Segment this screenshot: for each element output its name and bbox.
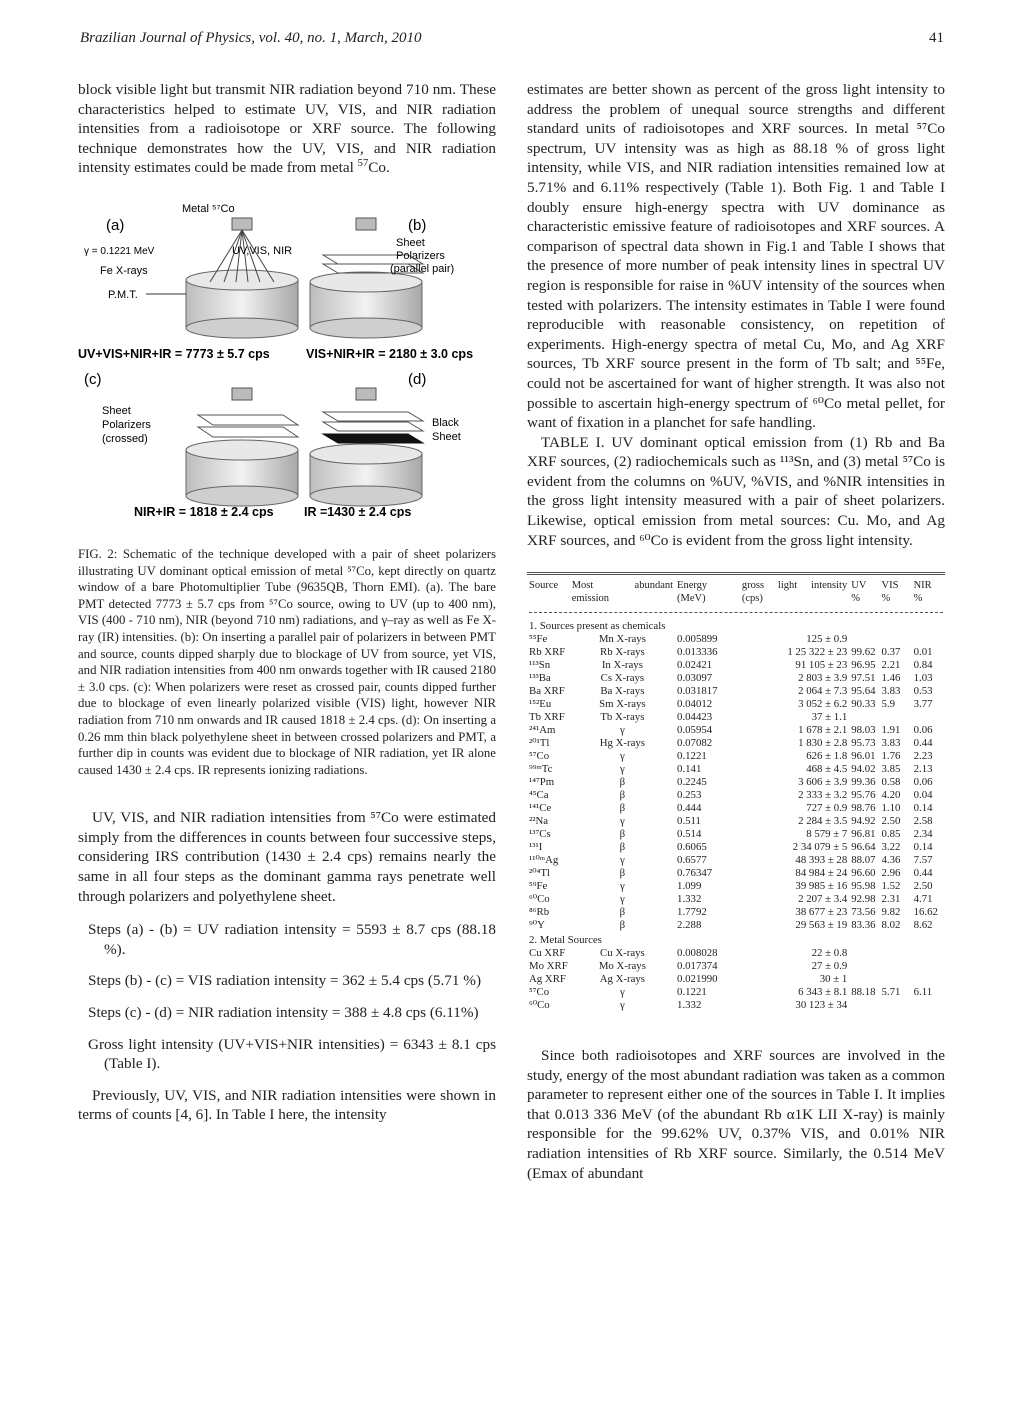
cell-gross: 2 207 ± 3.4 — [798, 892, 848, 905]
cell-energy: 0.444 — [677, 801, 702, 814]
cell-vis: 2.21 — [881, 658, 901, 671]
table-row — [527, 828, 945, 841]
cell-emission: γ — [619, 985, 625, 998]
cell-gross: 48 393 ± 28 — [795, 853, 848, 866]
cell-source: ⁶⁰Co — [529, 998, 550, 1011]
cell-energy: 2.288 — [677, 918, 702, 931]
label-sheet-c3: (crossed) — [102, 432, 148, 445]
cell-source: ⁸⁶Rb — [529, 905, 550, 918]
cell-gross: 468 ± 4.5 — [806, 762, 848, 775]
cell-uv: 83.36 — [851, 918, 876, 931]
cell-emission: β — [619, 788, 626, 801]
cell-energy: 0.514 — [677, 827, 702, 840]
cell-vis: 0.58 — [881, 775, 901, 788]
header-emission: Most abundant emission — [571, 580, 674, 605]
cell-gross: 8 579 ± 7 — [806, 827, 848, 840]
cell-source: ¹⁴¹Ce — [529, 801, 552, 814]
cell-energy: 0.031817 — [677, 684, 718, 697]
table-row — [527, 685, 945, 698]
cell-nir: 0.14 — [913, 840, 933, 853]
table-row — [527, 698, 945, 711]
cell-uv: 96.64 — [851, 840, 876, 853]
cell-source: Ba XRF — [529, 684, 565, 697]
table-row — [527, 659, 945, 672]
cell-source: ¹⁵²Eu — [529, 697, 552, 710]
label-black-2: Sheet — [432, 430, 461, 443]
journal-header: Brazilian Journal of Physics, vol. 40, no. 1, March, 2010 — [80, 30, 422, 46]
paragraph-estimates: estimates are better shown as percent of the gross light intensity to address the problem of unequal source strengths and different standard units of radioisotopes and XRF sources. In metal ⁵⁷Co spectrum, UV intensity was as high as 88.18 % of gross light intensity, while VIS, and NIR radiation intensities remained low at 5.71% and 6.11% respectively (Table 1). Both Fig. 1 and Table I doubly ensure high-energy spectra with UV dominance as characteristic emissive feature of radioisotopes and XRF sources. A comparison of spectral data shown in Fig.1 and Table I shows that the presence of more number of peak intensity lines in spectral UV region is responsible for raise in %UV intensity of the sources when tested with polarizers. The intensity estimates in Table I were found reproducible with reasonable consistency, on repetition of experiments. High-energy spectra of metal Cu, Mo, and Ag XRF sources, Tb XRF source present in the form of Tb salt; and ⁵⁵Fe, could not be ascertained for want of higher strength. It was also not possible to ascertain high-energy spectrum of ⁶⁰Co metal pellet, for want of fixation in a planchet for safe handling. — [527, 81, 945, 432]
panel-a — [84, 203, 298, 338]
cell-emission: γ — [619, 814, 625, 827]
cell-energy: 0.511 — [677, 814, 701, 827]
cell-vis — [880, 947, 912, 960]
cell-energy: 0.1221 — [677, 749, 707, 762]
cell-gross: 3 606 ± 3.9 — [798, 775, 848, 788]
label-pmt: P.M.T. — [108, 288, 138, 301]
cell-source: ⁵⁹Fe — [529, 879, 548, 892]
cell-energy: 0.05954 — [677, 723, 713, 736]
cell-nir — [912, 999, 945, 1012]
label-b: (b) — [408, 216, 427, 234]
cell-uv: 94.92 — [851, 814, 876, 827]
table-row — [527, 880, 945, 893]
table-row — [527, 711, 945, 724]
table-row — [527, 867, 945, 880]
cell-gross: 2 284 ± 3.5 — [798, 814, 848, 827]
cell-vis: 9.82 — [881, 905, 901, 918]
cell-vis: 0.85 — [881, 827, 901, 840]
cell-uv — [849, 999, 879, 1012]
cell-vis: 3.83 — [881, 736, 901, 749]
page-number: 41 — [929, 30, 944, 46]
cell-uv: 88.18 — [851, 985, 876, 998]
cell-energy: 1.332 — [677, 998, 702, 1011]
paragraph-since: Since both radioisotopes and XRF sources are involved in the study, energy of the most abundant radiation was taken as a common parameter to represent either one of the sources in Table I. It implies that 0.013 336 MeV (of the abundant Rb α1K LII X-ray) is mainly responsible for the 99.62% UV, 0.37% VIS, and 0.01% NIR radiation intensities of Rb XRF source. Similarly, the 0.514 MeV (Emax of abundant — [527, 1046, 945, 1182]
cell-energy: 0.6577 — [677, 853, 707, 866]
cell-vis — [880, 711, 912, 724]
cell-energy: 0.1221 — [677, 985, 707, 998]
cell-source: Ag XRF — [529, 972, 566, 985]
cell-gross: 22 ± 0.8 — [811, 946, 848, 959]
cell-source: Cu XRF — [529, 946, 566, 959]
cell-nir: 2.50 — [913, 879, 933, 892]
cell-gross: 1 25 322 ± 23 — [787, 645, 848, 658]
header-energy: Energy (MeV) — [677, 580, 708, 605]
cell-emission: γ — [619, 892, 625, 905]
cell-energy: 0.253 — [677, 788, 702, 801]
label-sheet-b1: Sheet — [396, 236, 425, 249]
cell-gross: 84 984 ± 24 — [795, 866, 848, 879]
cell-energy: 0.021990 — [677, 972, 718, 985]
table-row — [527, 919, 945, 932]
cell-gross: 1 830 ± 2.8 — [798, 736, 848, 749]
table-1-grid — [527, 579, 945, 1012]
cell-uv: 99.36 — [851, 775, 876, 788]
cell-emission: Ba X-rays — [600, 684, 645, 697]
cell-nir: 16.62 — [913, 905, 938, 918]
cell-nir: 0.06 — [913, 775, 933, 788]
cell-energy: 0.03097 — [677, 671, 713, 684]
cell-uv: 95.64 — [851, 684, 876, 697]
right-column — [527, 80, 945, 1183]
table-caption: TABLE I. UV dominant optical emission from (1) Rb and Ba XRF sources, (2) radiochemicals such as ¹¹³Sn, and (3) metal ⁵⁷Co is evident from the columns on %UV, %VIS, and %NIR intensities in the gross light intensity measured with a pair of sheet polarizers. Likewise, optical emission from metal sources: Cu. Mo, and Ag XRF sources, and ⁶⁰Co is evident from the gross light intensity. — [527, 433, 945, 549]
cell-emission: Cu X-rays — [600, 946, 645, 959]
cell-nir: 0.14 — [913, 801, 933, 814]
cell-vis: 3.22 — [881, 840, 901, 853]
table-row — [527, 960, 945, 973]
table-row — [527, 646, 945, 659]
cell-nir: 3.77 — [913, 697, 933, 710]
cell-emission: Hg X-rays — [599, 736, 646, 749]
cell-emission: β — [619, 918, 626, 931]
cell-emission: β — [619, 801, 626, 814]
cell-nir: 2.13 — [913, 762, 933, 775]
panel-b — [310, 217, 454, 338]
cell-gross: 2 803 ± 3.9 — [798, 671, 848, 684]
cell-source: ¹¹³Sn — [529, 658, 551, 671]
cell-uv: 95.73 — [851, 736, 876, 749]
table-row — [527, 999, 945, 1012]
table-row — [527, 947, 945, 960]
panel-c — [84, 371, 298, 506]
cell-emission: γ — [619, 723, 625, 736]
table-row — [527, 789, 945, 802]
cell-source: ⁵⁷Co — [529, 749, 550, 762]
cell-emission: Cs X-rays — [600, 671, 645, 684]
cell-nir: 8.62 — [913, 918, 933, 931]
cell-uv: 97.51 — [851, 671, 876, 684]
cell-emission: Mo X-rays — [598, 959, 646, 972]
cell-gross: 29 563 ± 19 — [795, 918, 848, 931]
cell-emission: Ag X-rays — [599, 972, 646, 985]
cell-emission: Rb X-rays — [600, 645, 645, 658]
figure-2-schematic — [78, 200, 496, 518]
cell-source: ⁵⁷Co — [529, 985, 550, 998]
cell-energy: 1.099 — [677, 879, 702, 892]
table-header-row — [527, 579, 945, 605]
cell-vis: 1.10 — [881, 801, 901, 814]
cell-uv: 96.60 — [851, 866, 876, 879]
cell-energy: 0.6065 — [677, 840, 707, 853]
figure-2 — [78, 200, 496, 518]
table-row — [527, 763, 945, 776]
cell-nir: 6.11 — [913, 985, 933, 998]
cell-source: ⁶⁰Co — [529, 892, 550, 905]
cell-gross: 27 ± 0.9 — [811, 959, 848, 972]
cell-emission: β — [619, 775, 626, 788]
cell-emission: γ — [619, 998, 625, 1011]
cell-vis: 5.9 — [881, 697, 896, 710]
label-uvvisnir: UV,VIS, NIR — [232, 244, 293, 257]
label-gamma: γ = 0.1221 MeV — [84, 245, 155, 257]
cell-uv — [849, 633, 879, 646]
cell-emission: Tb X-rays — [600, 710, 645, 723]
cell-uv: 96.01 — [851, 749, 876, 762]
table-row — [527, 906, 945, 919]
cell-source: ⁵⁵Fe — [529, 632, 548, 645]
cell-energy: 0.2245 — [677, 775, 707, 788]
table-row — [527, 633, 945, 646]
cell-vis: 5.71 — [881, 985, 901, 998]
step-item: Steps (c) - (d) = NIR radiation intensity = 388 ± 4.8 cps (6.11%) — [88, 1004, 479, 1022]
cell-nir: 0.44 — [913, 866, 933, 879]
table-section-row — [527, 618, 945, 633]
cell-source: ²⁰¹Tl — [529, 736, 550, 749]
cell-source: ¹⁴⁷Pm — [529, 775, 555, 788]
cell-uv: 95.76 — [851, 788, 876, 801]
cell-vis: 1.76 — [881, 749, 901, 762]
paragraph-steps-intro: UV, VIS, and NIR radiation intensities from ⁵⁷Co were estimated simply from the differences in counts between four successive steps, considering IRS contribution (1430 ± 2.4 cps) remains nearly the same in all four steps as the dominant gamma rays penetrate well through polarizers and polyethylene sheet. — [78, 809, 496, 905]
cell-uv: 92.98 — [851, 892, 876, 905]
table-row — [527, 776, 945, 789]
table-row — [527, 672, 945, 685]
cell-energy: 1.332 — [677, 892, 702, 905]
table-1 — [527, 572, 945, 1012]
cell-uv: 90.33 — [851, 697, 876, 710]
cell-nir: 4.71 — [913, 892, 933, 905]
step-item: Gross light intensity (UV+VIS+NIR intensities) = 6343 ± 8.1 cps (Table I). — [88, 1035, 496, 1073]
steps-list — [78, 920, 496, 1074]
cell-nir: 0.06 — [913, 723, 933, 736]
cell-emission: γ — [619, 879, 625, 892]
cell-vis — [880, 960, 912, 973]
cell-vis: 1.91 — [881, 723, 901, 736]
cell-energy: 0.02421 — [677, 658, 713, 671]
section-title: 1. Sources present as chemicals — [529, 619, 666, 632]
cell-gross: 727 ± 0.9 — [806, 801, 848, 814]
section-title: 2. Metal Sources — [529, 933, 602, 946]
cell-source: ¹³³Ba — [529, 671, 551, 684]
cell-vis: 4.20 — [881, 788, 901, 801]
cell-nir — [912, 960, 945, 973]
cell-emission: β — [619, 840, 626, 853]
cell-energy: 0.04423 — [677, 710, 713, 723]
cell-source: ⁹⁰Y — [529, 918, 545, 931]
label-sheet-c1: Sheet — [102, 404, 131, 417]
cell-gross: 125 ± 0.9 — [806, 632, 848, 645]
cell-uv: 96.81 — [851, 827, 876, 840]
cell-uv — [849, 973, 879, 986]
cell-nir: 2.58 — [913, 814, 933, 827]
cell-source: Mo XRF — [529, 959, 568, 972]
cell-emission: γ — [619, 762, 625, 775]
cell-gross: 30 ± 1 — [819, 972, 848, 985]
cell-vis — [880, 973, 912, 986]
left-column — [78, 80, 496, 1125]
panel-d — [310, 371, 461, 506]
cell-nir: 2.34 — [913, 827, 933, 840]
cell-emission: β — [619, 827, 626, 840]
label-fe-xrays: Fe X-rays — [100, 264, 148, 277]
cell-uv — [849, 960, 879, 973]
cell-emission: Mn X-rays — [598, 632, 646, 645]
cell-energy: 0.017374 — [677, 959, 718, 972]
header-uv: UV % — [851, 580, 867, 605]
cell-uv: 96.95 — [851, 658, 876, 671]
cell-vis: 1.52 — [881, 879, 901, 892]
table-row — [527, 815, 945, 828]
label-metal-co: Metal ⁵⁷Co — [182, 202, 235, 215]
count-c: NIR+IR = 1818 ± 2.4 cps — [134, 504, 274, 518]
cell-energy: 0.008028 — [677, 946, 718, 959]
cell-gross: 30 123 ± 34 — [795, 998, 848, 1011]
label-sheet-c2: Polarizers — [102, 418, 151, 431]
cell-source: ¹¹⁰ᵐAg — [529, 853, 559, 866]
label-sheet-b3: (parallel pair) — [390, 262, 455, 275]
cell-source: Tb XRF — [529, 710, 565, 723]
cell-source: ⁹⁹ᵐTc — [529, 762, 553, 775]
cell-gross: 37 ± 1.1 — [811, 710, 848, 723]
step-item: Steps (a) - (b) = UV radiation intensity = 5593 ± 8.7 cps (88.18 %). — [88, 921, 496, 958]
cell-nir — [912, 973, 945, 986]
table-top-rule — [527, 572, 945, 575]
cell-vis: 3.85 — [881, 762, 901, 775]
cell-emission: Sm X-rays — [599, 697, 646, 710]
cell-vis — [880, 633, 912, 646]
header-gross: gross light intensity (cps) — [741, 580, 848, 605]
count-b: VIS+NIR+IR = 2180 ± 3.0 cps — [306, 346, 474, 361]
cell-vis: 3.83 — [881, 684, 901, 697]
cell-source: ²²Na — [529, 814, 549, 827]
label-c: (c) — [84, 370, 102, 388]
count-a: UV+VIS+NIR+IR = 7773 ± 5.7 cps — [78, 346, 270, 361]
label-sheet-b2: Polarizers — [396, 249, 445, 262]
cell-nir: 1.03 — [913, 671, 933, 684]
cell-energy: 0.013336 — [677, 645, 718, 658]
cell-gross: 2 34 079 ± 5 — [792, 840, 848, 853]
cell-uv: 94.02 — [851, 762, 876, 775]
cell-vis: 2.96 — [881, 866, 901, 879]
cell-source: ⁴⁵Ca — [529, 788, 549, 801]
table-row — [527, 893, 945, 906]
label-d: (d) — [408, 370, 427, 388]
cell-energy: 1.7792 — [677, 905, 707, 918]
cell-uv: 99.62 — [851, 645, 876, 658]
cell-gross: 6 343 ± 8.1 — [798, 985, 848, 998]
cell-nir: 7.57 — [913, 853, 933, 866]
cell-uv: 98.76 — [851, 801, 876, 814]
cell-nir — [912, 947, 945, 960]
cell-vis: 4.36 — [881, 853, 901, 866]
cell-gross: 38 677 ± 23 — [795, 905, 848, 918]
cell-uv — [849, 711, 879, 724]
cell-energy: 0.04012 — [677, 697, 713, 710]
table-row — [527, 973, 945, 986]
cell-nir — [912, 711, 945, 724]
cell-source: ²⁰⁴Tl — [529, 866, 550, 879]
cell-emission: γ — [619, 749, 625, 762]
cell-uv: 88.07 — [851, 853, 876, 866]
label-a: (a) — [106, 216, 125, 234]
cell-vis — [880, 999, 912, 1012]
table-row — [527, 737, 945, 750]
cell-source: ¹³¹I — [529, 840, 543, 853]
cell-source: ²⁴¹Am — [529, 723, 556, 736]
header-nir: NIR % — [913, 580, 932, 605]
cell-nir: 0.04 — [913, 788, 933, 801]
dash-rule — [529, 612, 943, 613]
figure-caption: FIG. 2: Schematic of the technique developed with a pair of sheet polarizers illustrating UV dominant optical emission of metal ⁵⁷Co, kept directly on quartz window of a bare Photomultiplier Tube (9635QB, Thorn EMI). (a). The bare PMT detected 7773 ± 5.7 cps from ⁵⁷Co source, owing to UV (up to 400 nm), VIS (400 - 710 nm), NIR (beyond 710 nm) radiations, and γ–ray as well as Fe X-ray (IR) intensities. (b): On inserting a parallel pair of polarizers in between PMT and source, counts dipped sharply due to blockage of UV from source, yet VIS, and NIR radiation intensities from 400 nm onwards together with IR caused 2180 ± 3.0 cps. (c): When polarizers were reset as crossed pair, counts dipped further due to blockage of even linearly polarized visible (VIS) light, however NIR radiation from 710 nm onwards and IR caused 1818 ± 2.4 cps. (d): On inserting a 0.26 mm thin black polyethylene sheet in between crossed polarizers and PMT, a further dip in counts was evident due to blockage of NIR radiation, yet IR alone caused 1430 ± 2.4 cps. IR represents ionizing radiations. — [78, 546, 496, 777]
table-row — [527, 841, 945, 854]
table-row — [527, 802, 945, 815]
dash-rule-cell — [527, 605, 945, 618]
cell-vis: 0.37 — [881, 645, 901, 658]
table-row — [527, 724, 945, 737]
cell-emission: β — [619, 905, 626, 918]
table-section-row — [527, 932, 945, 947]
cell-emission: In X-rays — [601, 658, 643, 671]
cell-gross: 91 105 ± 23 — [795, 658, 848, 671]
cell-nir — [912, 633, 945, 646]
count-d: IR =1430 ± 2.4 cps — [304, 504, 412, 518]
cell-energy: 0.76347 — [677, 866, 713, 879]
cell-nir: 0.01 — [913, 645, 933, 658]
cell-vis: 1.46 — [881, 671, 901, 684]
cell-uv — [849, 947, 879, 960]
cell-vis: 8.02 — [881, 918, 901, 931]
cell-source: Rb XRF — [529, 645, 566, 658]
paragraph-previously: Previously, UV, VIS, and NIR radiation intensities were shown in terms of counts [4, 6]. In Table I here, the intensity — [78, 1086, 496, 1124]
header-vis: VIS % — [881, 580, 899, 605]
cell-nir: 0.84 — [913, 658, 933, 671]
table-row — [527, 750, 945, 763]
step-item: Steps (b) - (c) = VIS radiation intensity = 362 ± 5.4 cps (5.71 %) — [88, 972, 481, 990]
cell-source: ¹³⁷Cs — [529, 827, 551, 840]
cell-nir: 2.23 — [913, 749, 933, 762]
cell-nir: 0.44 — [913, 736, 933, 749]
cell-uv: 95.98 — [851, 879, 876, 892]
cell-gross: 1 678 ± 2.1 — [798, 723, 848, 736]
cell-emission: γ — [619, 853, 625, 866]
cell-energy: 0.07082 — [677, 736, 713, 749]
intro-paragraph: block visible light but transmit NIR radiation beyond 710 nm. These characteristics helped to estimate UV, VIS, and NIR radiation intensities from a radioisotope or XRF source. The following technique demonstrates how the UV, VIS, and NIR radiation intensity estimates could be made from metal $^{57}$Co. — [78, 81, 496, 177]
cell-gross: 2 064 ± 7.3 — [798, 684, 848, 697]
cell-energy: 0.005899 — [677, 632, 718, 645]
table-row — [527, 986, 945, 999]
cell-vis: 2.31 — [881, 892, 901, 905]
header-source: Source — [529, 580, 559, 592]
cell-gross: 3 052 ± 6.2 — [798, 697, 848, 710]
cell-uv: 73.56 — [851, 905, 876, 918]
cell-energy: 0.141 — [677, 762, 702, 775]
cell-uv: 98.03 — [851, 723, 876, 736]
cell-gross: 39 985 ± 16 — [795, 879, 848, 892]
cell-gross: 626 ± 1.8 — [806, 749, 848, 762]
cell-nir: 0.53 — [913, 684, 933, 697]
label-black-1: Black — [432, 416, 459, 429]
cell-gross: 2 333 ± 3.2 — [798, 788, 848, 801]
table-dash-rule — [527, 605, 945, 618]
cell-vis: 2.50 — [881, 814, 901, 827]
table-row — [527, 854, 945, 867]
cell-emission: β — [619, 866, 626, 879]
